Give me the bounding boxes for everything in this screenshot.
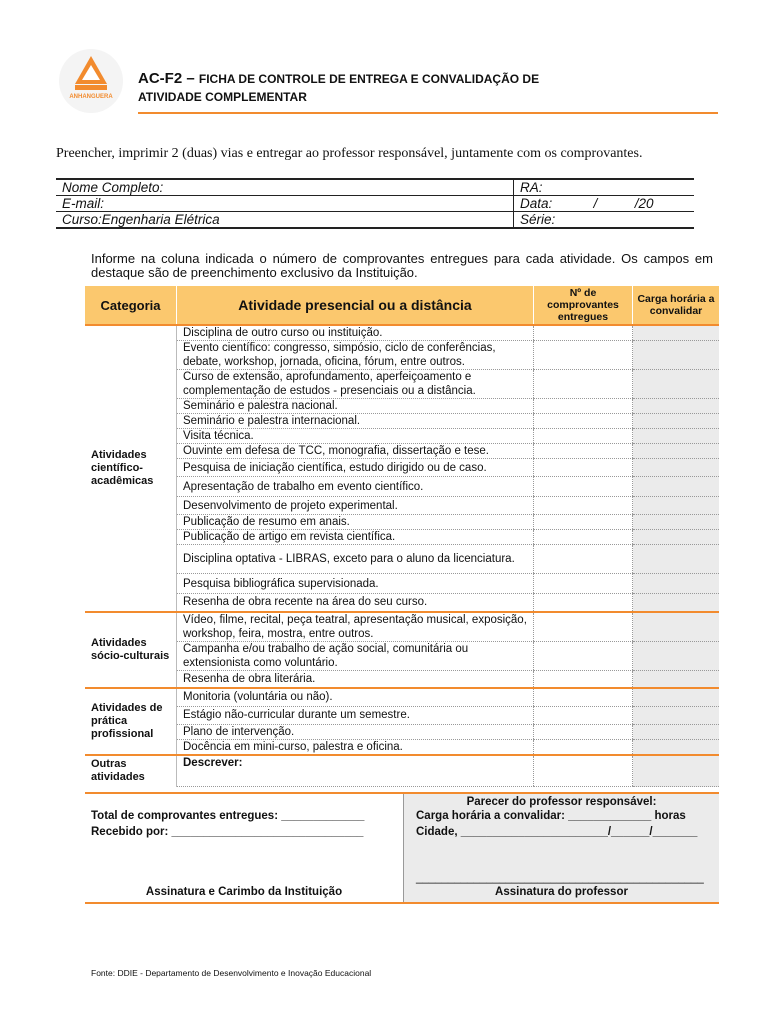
header-categoria: Categoria (85, 286, 177, 325)
table-row (85, 325, 719, 341)
table-row (85, 688, 719, 706)
comprovantes-input-cell[interactable] (534, 739, 633, 755)
footer-source: Fonte: DDIE - Departamento de Desenvolvimento e Inovação Educacional (91, 968, 372, 978)
category-cell: Atividades sócio-culturais (85, 612, 177, 689)
comprovantes-input-cell[interactable] (534, 706, 633, 724)
table-row (56, 196, 694, 212)
title-line2: ATIVIDADE COMPLEMENTAR (138, 90, 307, 104)
carga-horaria-cell (633, 641, 720, 670)
serie-field[interactable]: Série: (514, 212, 695, 229)
carga-horaria-cell (633, 370, 720, 399)
table-row (85, 724, 719, 739)
activity-cell: Resenha de obra literária. (177, 670, 534, 688)
activity-cell: Apresentação de trabalho em evento científico. (177, 477, 534, 497)
activity-cell: Publicação de resumo em anais. (177, 515, 534, 530)
activity-cell: Evento científico: congresso, simpósio, ciclo de conferências, debate, workshop, jornada, oficina, fórum, entre outros. (177, 341, 534, 370)
parecer-label: Parecer do professor responsável: (466, 796, 657, 808)
comprovantes-input-cell[interactable] (534, 459, 633, 477)
comprovantes-input-cell[interactable] (534, 444, 633, 459)
carga-horaria-cell (633, 429, 720, 444)
carga-horaria-cell (633, 325, 720, 341)
carga-horaria-cell (633, 530, 720, 545)
table-row (85, 497, 719, 515)
table-row (56, 179, 694, 196)
carga-horaria-cell (633, 706, 720, 724)
table-row (85, 641, 719, 670)
carga-horaria-cell (633, 414, 720, 429)
carga-horaria-cell (633, 477, 720, 497)
ra-field[interactable]: RA: (514, 179, 695, 196)
carga-horaria-cell (633, 724, 720, 739)
header-atividade: Atividade presencial ou a distância (177, 286, 534, 325)
comprovantes-input-cell[interactable] (534, 594, 633, 612)
activity-cell: Vídeo, filme, recital, peça teatral, apresentação musical, exposição, workshop, feira, mostra, entre outros. (177, 612, 534, 642)
email-field[interactable]: E-mail: (56, 196, 514, 212)
table-row (85, 574, 719, 594)
comprovantes-input-cell[interactable] (534, 688, 633, 706)
table-row (85, 414, 719, 429)
comprovantes-input-cell[interactable] (534, 497, 633, 515)
carga-horaria-cell (633, 612, 720, 642)
comprovantes-input-cell[interactable] (534, 612, 633, 642)
header-carga: Carga horária a convalidar (633, 286, 720, 325)
title-dash: – (186, 70, 195, 87)
title-line1: FICHA DE CONTROLE DE ENTREGA E CONVALIDAÇÃO DE (198, 72, 540, 86)
instructions-text: Informe na coluna indicada o número de comprovantes entregues para cada atividade. Os campos em destaque são de preenchimento exclusivo da Instituição. (91, 251, 713, 280)
carga-horaria-cell (633, 459, 720, 477)
comprovantes-input-cell[interactable] (534, 429, 633, 444)
table-row (85, 670, 719, 688)
intro-text: Preencher, imprimir 2 (duas) vias e entregar ao professor responsável, juntamente com os comprovantes. (56, 146, 643, 161)
activity-cell: Disciplina de outro curso ou instituição. (177, 325, 534, 341)
table-row (85, 370, 719, 399)
carga-horaria-cell (633, 688, 720, 706)
carga-horaria-cell (633, 594, 720, 612)
comprovantes-input-cell[interactable] (534, 477, 633, 497)
table-row (85, 545, 719, 574)
comprovantes-input-cell[interactable] (534, 370, 633, 399)
table-row (85, 706, 719, 724)
comprovantes-input-cell[interactable] (534, 670, 633, 688)
total-field[interactable]: Total de comprovantes entregues: _____________ (91, 810, 365, 822)
institution-signature-label: Assinatura e Carimbo da Instituição (145, 886, 343, 898)
activity-cell: Pesquisa de iniciação científica, estudo dirigido ou de caso. (177, 459, 534, 477)
comprovantes-input-cell[interactable] (534, 515, 633, 530)
comprovantes-input-cell[interactable] (534, 325, 633, 341)
table-row (85, 341, 719, 370)
activity-cell: Seminário e palestra nacional. (177, 399, 534, 414)
form-code: AC-F2 (138, 70, 183, 87)
activity-cell: Estágio não-curricular durante um semestre. (177, 706, 534, 724)
activity-cell: Desenvolvimento de projeto experimental. (177, 497, 534, 515)
comprovantes-input-cell[interactable] (534, 574, 633, 594)
comprovantes-input-cell[interactable] (534, 545, 633, 574)
category-cell: Atividades de prática profissional (85, 688, 177, 755)
carga-horaria-cell (633, 755, 720, 787)
category-cell: Atividades científico-acadêmicas (85, 325, 177, 612)
table-row (85, 459, 719, 477)
activity-cell: Plano de intervenção. (177, 724, 534, 739)
carga-horaria-cell (633, 444, 720, 459)
carga-horaria-cell (633, 574, 720, 594)
comprovantes-input-cell[interactable] (534, 724, 633, 739)
activity-cell: Visita técnica. (177, 429, 534, 444)
activity-cell: Pesquisa bibliográfica supervisionada. (177, 574, 534, 594)
recebido-field[interactable]: Recebido por: ______________________________ (91, 826, 364, 838)
carga-horaria-cell (633, 341, 720, 370)
nome-field[interactable]: Nome Completo: (56, 179, 514, 196)
page-title (138, 70, 718, 106)
table-row (85, 429, 719, 444)
activity-cell: Seminário e palestra internacional. (177, 414, 534, 429)
table-row (85, 399, 719, 414)
activity-cell: Resenha de obra recente na área do seu curso. (177, 594, 534, 612)
activity-cell: Publicação de artigo em revista científica. (177, 530, 534, 545)
table-row (85, 477, 719, 497)
table-row (85, 594, 719, 612)
comprovantes-input-cell[interactable] (534, 414, 633, 429)
activity-cell: Monitoria (voluntária ou não). (177, 688, 534, 706)
header-comprovantes: Nº de comprovantes entregues (534, 286, 633, 325)
signature-section (85, 792, 719, 904)
table-row (85, 755, 719, 787)
activities-table (85, 286, 719, 787)
professor-box (404, 794, 719, 902)
activity-cell: Disciplina optativa - LIBRAS, exceto para o aluno da licenciatura. (177, 545, 534, 574)
carga-horaria-cell (633, 739, 720, 755)
comprovantes-input-cell[interactable] (534, 641, 633, 670)
cidade-field[interactable]: Cidade, _______________________/______/_______ (416, 826, 698, 838)
table-row (85, 515, 719, 530)
table-row (85, 612, 719, 642)
comprovantes-input-cell[interactable] (534, 399, 633, 414)
curso-field[interactable]: Curso:Engenharia Elétrica (56, 212, 514, 229)
activity-cell: Descrever: (177, 755, 534, 787)
table-row (85, 739, 719, 755)
comprovantes-input-cell[interactable] (534, 755, 633, 787)
table-row (56, 212, 694, 229)
activity-cell: Curso de extensão, aprofundamento, aperfeiçoamento e complementação de estudos - presenciais ou a distância. (177, 370, 534, 399)
category-cell: Outras atividades (85, 755, 177, 787)
comprovantes-input-cell[interactable] (534, 341, 633, 370)
carga-horaria-cell (633, 545, 720, 574)
carga-horaria-cell (633, 497, 720, 515)
logo-text: ANHANGUERA (69, 94, 113, 100)
carga-horaria-cell (633, 515, 720, 530)
comprovantes-input-cell[interactable] (534, 530, 633, 545)
activity-cell: Docência em mini-curso, palestra e oficina. (177, 739, 534, 755)
activity-cell: Campanha e/ou trabalho de ação social, comunitária ou extensionista como voluntário. (177, 641, 534, 670)
table-row (85, 530, 719, 545)
institution-box (85, 794, 404, 902)
carga-field[interactable]: Carga horária a convalidar: _____________ horas (416, 810, 686, 822)
activity-cell: Ouvinte em defesa de TCC, monografia, dissertação e tese. (177, 444, 534, 459)
header-rule (138, 112, 718, 114)
table-row (85, 444, 719, 459)
identification-table (56, 178, 694, 229)
carga-horaria-cell (633, 399, 720, 414)
data-field[interactable]: Data: / /20 (514, 196, 695, 212)
professor-signature-label: Assinatura do professor (495, 886, 628, 898)
carga-horaria-cell (633, 670, 720, 688)
anhanguera-logo (56, 48, 126, 118)
signature-line: _____________________________________________ (416, 872, 704, 884)
